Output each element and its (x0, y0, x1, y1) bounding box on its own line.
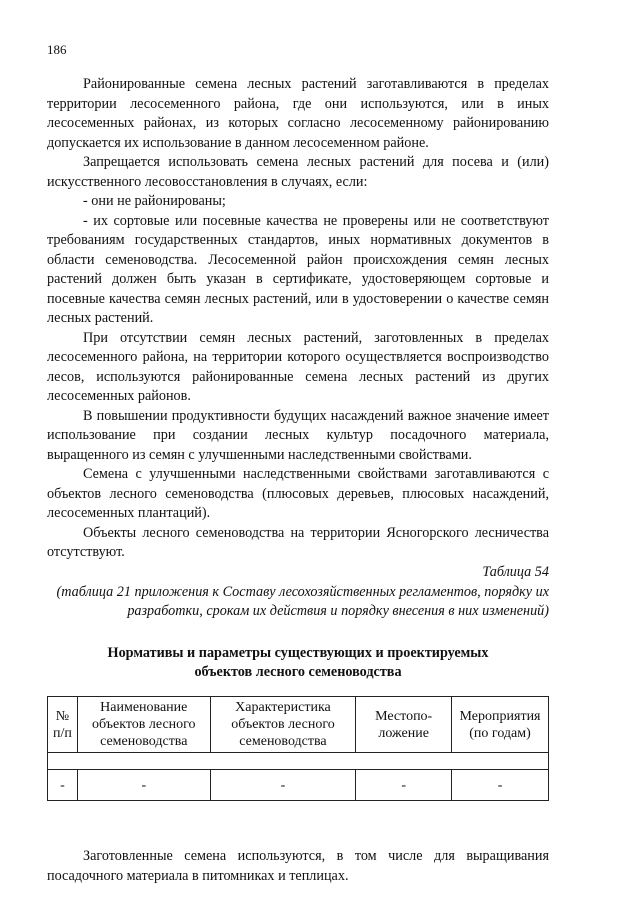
table-cell: - (48, 770, 78, 801)
table-empty-row (48, 753, 549, 770)
table-row (48, 770, 549, 801)
header-number: № п/п (48, 697, 78, 753)
empty-cell (48, 753, 549, 770)
header-activities: Мероприятия (по годам) (452, 697, 549, 753)
paragraph-bottom: Заготовленные семена используются, в том числе для выращивания посадочного материала в питомниках и теплицах. (47, 848, 549, 884)
table-cell: - (210, 770, 356, 801)
paragraph: Семена с улучшенными наследственными свойствами заготавливаются с объектов лесного семеноводства (плюсовых деревьев, плюсовых насаждений, лесосеменных плантаций). (47, 466, 549, 521)
seed-objects-table (47, 696, 549, 801)
paragraph: Объекты лесного семеноводства на территории Ясногорского лесничества отсутствуют. (47, 524, 549, 560)
paragraph: В повышении продуктивности будущих насаждений важное значение имеет использование при создании лесных культур посадочного материала, выращенного из семян с улучшенными наследственными свойствами. (47, 407, 549, 463)
table-title: Нормативы и параметры существующих и проектируемых объектов лесного семеноводства (107, 645, 489, 680)
header-object-characteristics: Характеристика объектов лесного семеноводства (210, 697, 356, 753)
page-number: 186 (47, 42, 67, 57)
table-cell: - (452, 770, 549, 801)
table-cell: - (356, 770, 452, 801)
header-object-name: Наименование объектов лесного семеноводства (77, 697, 210, 753)
table-cell: - (77, 770, 210, 801)
paragraph: Районированные семена лесных растений заготавливаются в пределах территории лесосеменного района, где они используются, или в иных лесосеменных районах, из которых согласно лесосеменному районированию допускается их использование в данном лесосеменном районе. (47, 76, 549, 151)
table-label: Таблица 54 (482, 563, 549, 580)
paragraph: Запрещается использовать семена лесных растений для посева и (или) искусственного лесовосстановления в случаях, если: (47, 154, 549, 190)
page-content (47, 75, 549, 886)
table-reference: (таблица 21 приложения к Составу лесохозяйственных регламентов, порядку их разработки, срокам их действия и порядку внесения в них изменений) (56, 584, 549, 619)
list-item: - они не районированы; (83, 193, 226, 209)
list-item: - их сортовые или посевные качества не проверены или не соответствуют требованиям государственных стандартов, иных нормативных документов в области семеноводства. Лесосеменной район происхождения семян лесных растений должен быть указан в сертификате, удостоверяющем сортовые и посевные качества семян лесных растений, или в удостоверении о качестве семян лесных растений. (47, 212, 549, 326)
header-location: Местопо-ложение (356, 697, 452, 753)
table-header-row (48, 697, 549, 753)
paragraph: При отсутствии семян лесных растений, заготовленных в пределах лесосеменного района, на территории которого осуществляется воспроизводство лесов, используются районированные семена лесных растений из других лесосеменных районов. (47, 329, 549, 404)
body-text-top (47, 75, 549, 563)
